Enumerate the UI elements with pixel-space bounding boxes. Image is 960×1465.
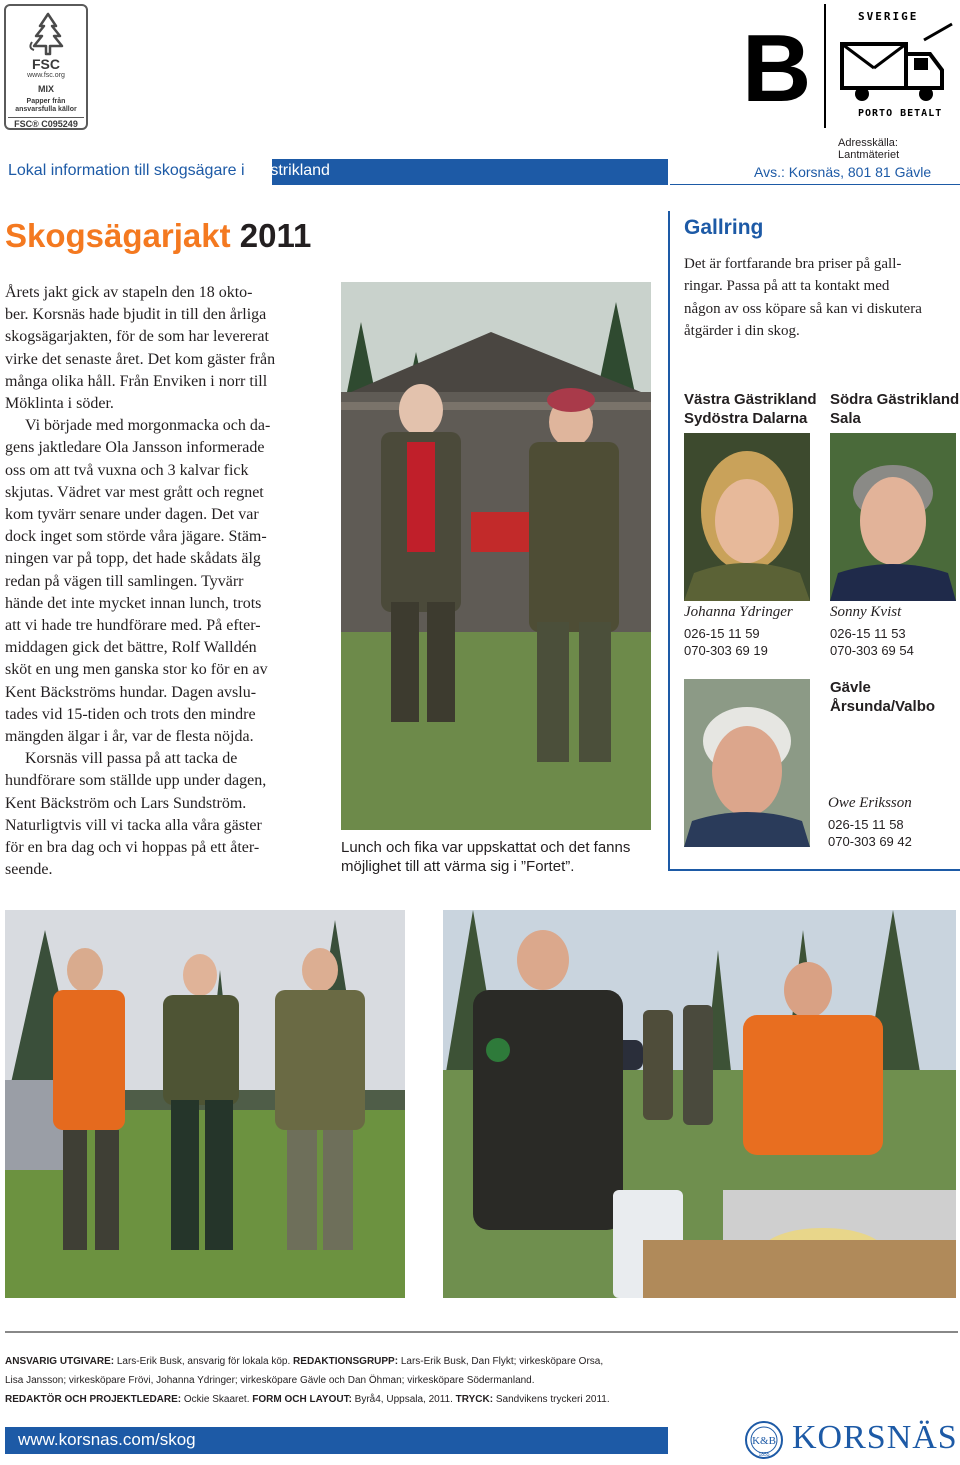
gallring-text: [684, 253, 959, 342]
contact-phones-2: [830, 625, 914, 659]
fsc-mix: MIX: [37, 84, 54, 94]
sidebar-border: [668, 211, 670, 871]
credits-line-1: [5, 1354, 955, 1369]
article-line: redan på vägen till samlingen. Tyvärr: [5, 572, 244, 590]
contact-region-line: Sydöstra Dalarna: [684, 410, 808, 427]
article-line: Årets jakt gick av stapeln den 18 okto-: [5, 284, 253, 301]
contact-phone: 026-15 11 58: [828, 817, 904, 832]
article-line: Naturligtvis vill vi tacka alla våra gäster: [5, 816, 262, 834]
article-line: oss om att två vuxna och 3 kalvar fick: [5, 461, 249, 479]
header-rule: [670, 184, 960, 185]
article-title-year: 2011: [239, 217, 312, 254]
article-line: att vi hade tre hundförare med. På efter-: [5, 617, 261, 635]
article-paragraph-1: [5, 282, 331, 415]
article-line: seende.: [5, 861, 53, 879]
contact-region-3: [830, 678, 935, 716]
credits-text: Sandvikens tryckeri 2011.: [493, 1394, 610, 1405]
credits-label: ANSVARIG UTGIVARE:: [5, 1356, 115, 1367]
article-line: skogsägarjakten, för de som har levererat: [5, 328, 269, 346]
contact-region-line: Sala: [830, 410, 861, 427]
contact-phones-1: [684, 625, 768, 659]
sidebar-border-bottom: [668, 869, 960, 871]
article-line: middagen gick det bättre, Rolf Walldén: [5, 639, 257, 657]
photo-caption: [341, 838, 661, 876]
fsc-logo: [4, 4, 88, 130]
contact-name-2: Sonny Kvist: [830, 604, 902, 620]
article-line: skjutas. Vädret var mest grått och regnet: [5, 483, 264, 501]
fsc-paper-line-1: Papper från: [26, 98, 66, 105]
fsc-url: www.fsc.org: [27, 72, 65, 79]
gallring-line: Det är fortfarande bra priser på gall-: [684, 256, 902, 272]
article-line: hundförare som ställde upp under dagen,: [5, 772, 267, 790]
credits-text: Byrå4, Uppsala, 2011.: [351, 1394, 456, 1405]
photo-caption-line: möjlighet till att värma sig i ”Fortet”.: [341, 858, 575, 875]
contact-phone: 070-303 69 19: [684, 643, 768, 658]
article-line: gens jaktledare Ola Jansson informerade: [5, 439, 265, 457]
contact-phone: 070-303 69 54: [830, 643, 914, 658]
postage-paid-stamp: [824, 4, 958, 128]
contact-region-line: Årsunda/Valbo: [830, 698, 936, 715]
gallring-line: ringar. Passa på att ta kontakt med: [684, 278, 890, 295]
gallring-heading: Gallring: [684, 216, 764, 239]
fsc-paper-text: [6, 98, 86, 114]
header-prefix: Lokal information till skogsägare i: [8, 162, 250, 179]
article-line: Kent Bäckström och Lars Sundström.: [5, 794, 247, 812]
postage-paid-text: PORTO BETALT: [858, 108, 943, 119]
article-line: för en bra dag och vi hoppas på ett åter-: [5, 839, 260, 857]
article-line: virke det senaste året. Det kom gäster från: [5, 350, 276, 368]
article-line: Vi började med morgonmacka och da-: [25, 417, 271, 435]
article-title: [5, 217, 311, 255]
article-line: ber. Korsnäs hade bjudit in till den årliga: [5, 306, 267, 324]
sender-address: Avs.: Korsnäs, 801 81 Gävle: [754, 164, 932, 180]
photo-lunch-buffet: [443, 910, 956, 1298]
contact-phone: 026-15 11 53: [830, 626, 906, 641]
contact-photo-owe: [684, 679, 810, 847]
credits-label: FORM OCH LAYOUT:: [252, 1394, 352, 1405]
fsc-code: FSC® C095249: [8, 117, 84, 129]
contact-phone: 070-303 69 42: [828, 834, 912, 849]
article-paragraph-3: [5, 748, 331, 881]
contact-region-1: [684, 390, 817, 428]
article-body: [5, 282, 331, 881]
fsc-tree-icon: [26, 12, 70, 56]
contact-name-1: Johanna Ydringer: [684, 604, 793, 620]
article-line: Kent Bäckströms hundar. Dagen avslu-: [5, 683, 257, 701]
article-line: sköt en ung men ganska stor ko för en av: [5, 661, 268, 679]
header-title: [8, 162, 330, 180]
credits-label: REDAKTIONSGRUPP:: [293, 1356, 399, 1367]
gallring-line: åtgärder i din skog.: [684, 322, 800, 339]
credits-rule: [5, 1331, 958, 1333]
postage-class-letter: B: [742, 15, 812, 122]
credits-label: REDAKTÖR OCH PROJEKTLEDARE:: [5, 1394, 182, 1405]
contact-region-line: Västra Gästrikland: [684, 391, 817, 408]
svg-text:K&B: K&B: [752, 1435, 776, 1447]
header-region: Gästrikland: [249, 162, 330, 179]
article-line: mängden älgar i år, var de flesta nöjda.: [5, 728, 254, 746]
address-source: Adresskälla: Lantmäteriet: [838, 137, 900, 161]
credits-text: Lars-Erik Busk, Dan Flykt; virkesköpare Orsa,: [398, 1356, 604, 1367]
photo-lunch-at-fortet: [341, 282, 651, 830]
article-line: dock inget som störde våra jägare. Stäm-: [5, 528, 267, 546]
fsc-name: FSC: [32, 56, 60, 72]
contact-phones-3: [828, 816, 912, 850]
credits-text: Ockie Skaaret.: [181, 1394, 253, 1405]
korsnas-seal-icon: [744, 1420, 784, 1460]
photo-three-hunters: [5, 910, 405, 1298]
credits-label: TRYCK:: [455, 1394, 494, 1405]
article-title-main: Skogsägarjakt: [5, 217, 240, 254]
credits-line-3: [5, 1392, 955, 1407]
article-line: ningen var på topp, det hade skådats älg: [5, 550, 261, 568]
fsc-paper-line-2: ansvarsfulla källor: [15, 106, 77, 113]
contact-name-3: Owe Eriksson: [828, 795, 912, 811]
article-line: Möklinta i söder.: [5, 395, 114, 413]
credits-text: Lars-Erik Busk, ansvarig för lokala köp.: [114, 1356, 294, 1367]
postage-country: SVERIGE: [858, 10, 919, 23]
credits: [5, 1354, 955, 1411]
article-paragraph-2: [5, 415, 331, 748]
contact-region-line: Gävle: [830, 679, 871, 696]
contact-photo-sonny: [830, 433, 956, 601]
contact-phone: 026-15 11 59: [684, 626, 760, 641]
korsnas-logo: KORSNÄS: [792, 1419, 958, 1456]
article-line: många olika håll. Från Enviken i norr till: [5, 372, 268, 390]
contact-region-line: Södra Gästrikland: [830, 391, 960, 408]
footer-website-link[interactable]: www.korsnas.com/skog: [18, 1430, 196, 1449]
article-line: tades vid 15-tiden och trots den mindre: [5, 705, 256, 723]
gallring-line: någon av oss köpare så kan vi diskutera: [684, 300, 922, 317]
contact-region-2: [830, 390, 959, 428]
contact-photo-johanna: [684, 433, 810, 601]
article-line: Korsnäs vill passa på att tacka de: [25, 750, 238, 768]
korsnas-seal-year: 1855: [758, 1452, 770, 1458]
photo-caption-line: Lunch och fika var uppskattat och det fanns: [341, 839, 631, 856]
article-line: hände det inte mycket innan lunch, trots: [5, 594, 262, 612]
article-line: kom tyvärr senare under dagen. Det var: [5, 506, 259, 524]
credits-line-2: Lisa Jansson; virkesköpare Frövi, Johanna Ydringer; virkesköpare Gävle och Dan Öhman; virkesköpare Södermanland.: [5, 1375, 535, 1386]
